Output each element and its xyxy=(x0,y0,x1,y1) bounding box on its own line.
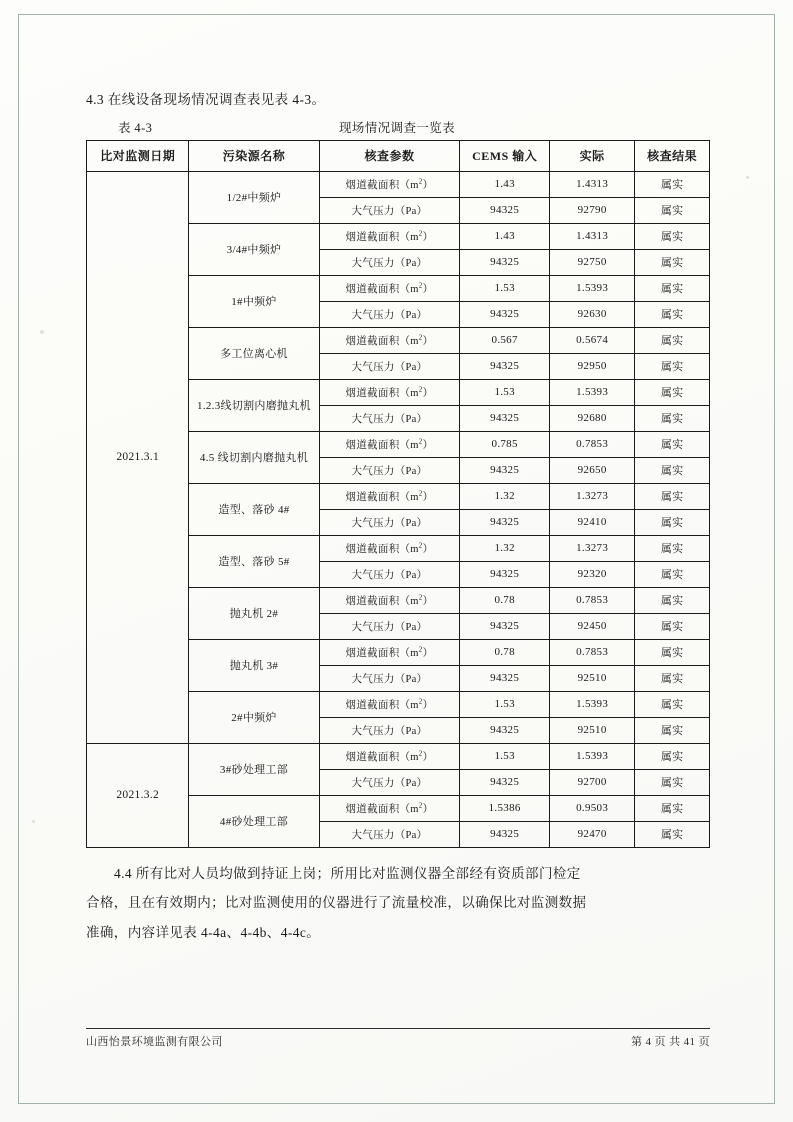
cell-parameter: 烟道截面积$(m^2)$ xyxy=(319,587,460,613)
cell-cems-input: 1.5386 xyxy=(460,795,550,821)
cell-cems-input: 1.53 xyxy=(460,743,550,769)
cell-cems-input: 0.567 xyxy=(460,327,550,353)
cell-result: 属实 xyxy=(635,275,710,301)
cell-parameter: 大气压力（Pa） xyxy=(319,405,460,431)
scan-speck xyxy=(32,820,35,823)
cell-parameter: 烟道截面积$(m^2)$ xyxy=(319,171,460,197)
cell-cems-input: 94325 xyxy=(460,197,550,223)
header-date: 比对监测日期 xyxy=(87,140,189,171)
closing-paragraph xyxy=(86,862,710,945)
cell-result: 属实 xyxy=(635,665,710,691)
table-row xyxy=(87,171,710,197)
cell-source-name: 3/4#中频炉 xyxy=(189,223,319,275)
cell-source-name: 2#中频炉 xyxy=(189,691,319,743)
cell-actual: 0.7853 xyxy=(549,431,634,457)
cell-parameter: 烟道截面积$(m^2)$ xyxy=(319,743,460,769)
cell-result: 属实 xyxy=(635,535,710,561)
cell-actual: 1.5393 xyxy=(549,743,634,769)
cell-cems-input: 0.78 xyxy=(460,639,550,665)
cell-result: 属实 xyxy=(635,405,710,431)
cell-actual: 92750 xyxy=(549,249,634,275)
cell-source-name: 多工位离心机 xyxy=(189,327,319,379)
cell-cems-input: 94325 xyxy=(460,613,550,639)
table-title: 现场情况调查一览表 xyxy=(338,120,456,135)
cell-parameter: 大气压力（Pa） xyxy=(319,613,460,639)
cell-date: 2021.3.2 xyxy=(87,743,189,847)
cell-actual: 92510 xyxy=(549,665,634,691)
cell-cems-input: 1.32 xyxy=(460,535,550,561)
cell-parameter: 烟道截面积$(m^2)$ xyxy=(319,795,460,821)
footer-pagination: 第 4 页 共 41 页 xyxy=(630,1036,710,1048)
cell-result: 属实 xyxy=(635,249,710,275)
cell-cems-input: 1.32 xyxy=(460,483,550,509)
cell-actual: 1.3273 xyxy=(549,483,634,509)
scan-speck xyxy=(40,330,44,334)
cell-parameter: 大气压力（Pa） xyxy=(319,197,460,223)
cell-result: 属实 xyxy=(635,795,710,821)
table-body xyxy=(87,171,710,847)
cell-parameter: 烟道截面积$(m^2)$ xyxy=(319,379,460,405)
cell-actual: 1.3273 xyxy=(549,535,634,561)
cell-result: 属实 xyxy=(635,587,710,613)
cell-cems-input: 1.43 xyxy=(460,171,550,197)
cell-actual: 0.5674 xyxy=(549,327,634,353)
cell-result: 属实 xyxy=(635,483,710,509)
cell-actual: 92410 xyxy=(549,509,634,535)
cell-actual: 92510 xyxy=(549,717,634,743)
cell-actual: 0.9503 xyxy=(549,795,634,821)
cell-cems-input: 94325 xyxy=(460,821,550,847)
cell-result: 属实 xyxy=(635,509,710,535)
cell-actual: 92700 xyxy=(549,769,634,795)
cell-cems-input: 1.53 xyxy=(460,379,550,405)
paragraph-line-3: 准确，内容详见表 4-4a、4-4b、4-4c。 xyxy=(86,924,321,940)
cell-parameter: 烟道截面积$(m^2)$ xyxy=(319,535,460,561)
cell-actual: 92470 xyxy=(549,821,634,847)
cell-source-name: 4#砂处理工部 xyxy=(189,795,319,847)
cell-actual: 1.5393 xyxy=(549,691,634,717)
table-header-row xyxy=(87,140,710,171)
cell-source-name: 3#砂处理工部 xyxy=(189,743,319,795)
page-content xyxy=(86,88,710,951)
cell-result: 属实 xyxy=(635,327,710,353)
cell-actual: 1.4313 xyxy=(549,171,634,197)
cell-result: 属实 xyxy=(635,691,710,717)
cell-cems-input: 94325 xyxy=(460,353,550,379)
cell-parameter: 大气压力（Pa） xyxy=(319,769,460,795)
cell-parameter: 烟道截面积$(m^2)$ xyxy=(319,223,460,249)
section-heading: 4.3 在线设备现场情况调查表见表 4-3。 xyxy=(86,92,326,107)
table-caption xyxy=(86,118,710,136)
cell-cems-input: 1.53 xyxy=(460,691,550,717)
cell-actual: 92320 xyxy=(549,561,634,587)
cell-actual: 1.5393 xyxy=(549,275,634,301)
cell-parameter: 大气压力（Pa） xyxy=(319,353,460,379)
cell-cems-input: 94325 xyxy=(460,405,550,431)
cell-cems-input: 0.78 xyxy=(460,587,550,613)
cell-source-name: 抛丸机 3# xyxy=(189,639,319,691)
cell-actual: 92950 xyxy=(549,353,634,379)
cell-result: 属实 xyxy=(635,821,710,847)
cell-result: 属实 xyxy=(635,457,710,483)
cell-cems-input: 94325 xyxy=(460,769,550,795)
cell-actual: 92630 xyxy=(549,301,634,327)
cell-parameter: 大气压力（Pa） xyxy=(319,249,460,275)
cell-actual: 0.7853 xyxy=(549,639,634,665)
cell-result: 属实 xyxy=(635,353,710,379)
cell-parameter: 大气压力（Pa） xyxy=(319,301,460,327)
cell-source-name: 1.2.3线切割内磨抛丸机 xyxy=(189,379,319,431)
cell-cems-input: 1.53 xyxy=(460,275,550,301)
cell-parameter: 大气压力（Pa） xyxy=(319,509,460,535)
cell-result: 属实 xyxy=(635,171,710,197)
cell-result: 属实 xyxy=(635,431,710,457)
header-parameter: 核查参数 xyxy=(319,140,460,171)
cell-parameter: 大气压力（Pa） xyxy=(319,665,460,691)
cell-actual: 92650 xyxy=(549,457,634,483)
cell-cems-input: 94325 xyxy=(460,665,550,691)
header-cems-input: CEMS 输入 xyxy=(460,140,550,171)
cell-source-name: 1#中频炉 xyxy=(189,275,319,327)
cell-source-name: 抛丸机 2# xyxy=(189,587,319,639)
paragraph-line-1: 4.4 所有比对人员均做到持证上岗；所用比对监测仪器全部经有资质部门检定 xyxy=(114,865,581,881)
cell-parameter: 烟道截面积$(m^2)$ xyxy=(319,275,460,301)
cell-result: 属实 xyxy=(635,301,710,327)
cell-result: 属实 xyxy=(635,197,710,223)
cell-parameter: 烟道截面积$(m^2)$ xyxy=(319,483,460,509)
cell-cems-input: 94325 xyxy=(460,457,550,483)
cell-parameter: 大气压力（Pa） xyxy=(319,561,460,587)
cell-actual: 0.7853 xyxy=(549,587,634,613)
cell-parameter: 烟道截面积$(m^2)$ xyxy=(319,691,460,717)
cell-cems-input: 0.785 xyxy=(460,431,550,457)
cell-parameter: 大气压力（Pa） xyxy=(319,821,460,847)
cell-cems-input: 94325 xyxy=(460,561,550,587)
cell-cems-input: 1.43 xyxy=(460,223,550,249)
cell-result: 属实 xyxy=(635,769,710,795)
cell-result: 属实 xyxy=(635,717,710,743)
cell-parameter: 烟道截面积$(m^2)$ xyxy=(319,431,460,457)
cell-actual: 92790 xyxy=(549,197,634,223)
table-number: 表 4-3 xyxy=(118,120,153,135)
table-row xyxy=(87,743,710,769)
cell-parameter: 烟道截面积$(m^2)$ xyxy=(319,327,460,353)
cell-cems-input: 94325 xyxy=(460,249,550,275)
cell-source-name: 1/2#中频炉 xyxy=(189,171,319,223)
cell-date: 2021.3.1 xyxy=(87,171,189,743)
survey-table xyxy=(86,140,710,848)
cell-source-name: 造型、落砂 5# xyxy=(189,535,319,587)
cell-parameter: 大气压力（Pa） xyxy=(319,717,460,743)
cell-result: 属实 xyxy=(635,561,710,587)
paragraph-line-2: 合格，且在有效期内；比对监测使用的仪器进行了流量校准，以确保比对监测数据 xyxy=(86,895,587,911)
cell-actual: 92680 xyxy=(549,405,634,431)
cell-actual: 92450 xyxy=(549,613,634,639)
cell-cems-input: 94325 xyxy=(460,509,550,535)
cell-result: 属实 xyxy=(635,613,710,639)
cell-source-name: 造型、落砂 4# xyxy=(189,483,319,535)
cell-actual: 1.4313 xyxy=(549,223,634,249)
scan-speck xyxy=(746,176,749,179)
cell-actual: 1.5393 xyxy=(549,379,634,405)
cell-source-name: 4.5 线切割内磨抛丸机 xyxy=(189,431,319,483)
header-actual: 实际 xyxy=(549,140,634,171)
header-source: 污染源名称 xyxy=(189,140,319,171)
cell-cems-input: 94325 xyxy=(460,301,550,327)
header-result: 核查结果 xyxy=(635,140,710,171)
footer-company: 山西怡景环境监测有限公司 xyxy=(86,1036,223,1048)
cell-parameter: 大气压力（Pa） xyxy=(319,457,460,483)
page-footer xyxy=(86,1028,710,1049)
cell-cems-input: 94325 xyxy=(460,717,550,743)
cell-result: 属实 xyxy=(635,379,710,405)
cell-result: 属实 xyxy=(635,639,710,665)
cell-parameter: 烟道截面积$(m^2)$ xyxy=(319,639,460,665)
cell-result: 属实 xyxy=(635,743,710,769)
cell-result: 属实 xyxy=(635,223,710,249)
